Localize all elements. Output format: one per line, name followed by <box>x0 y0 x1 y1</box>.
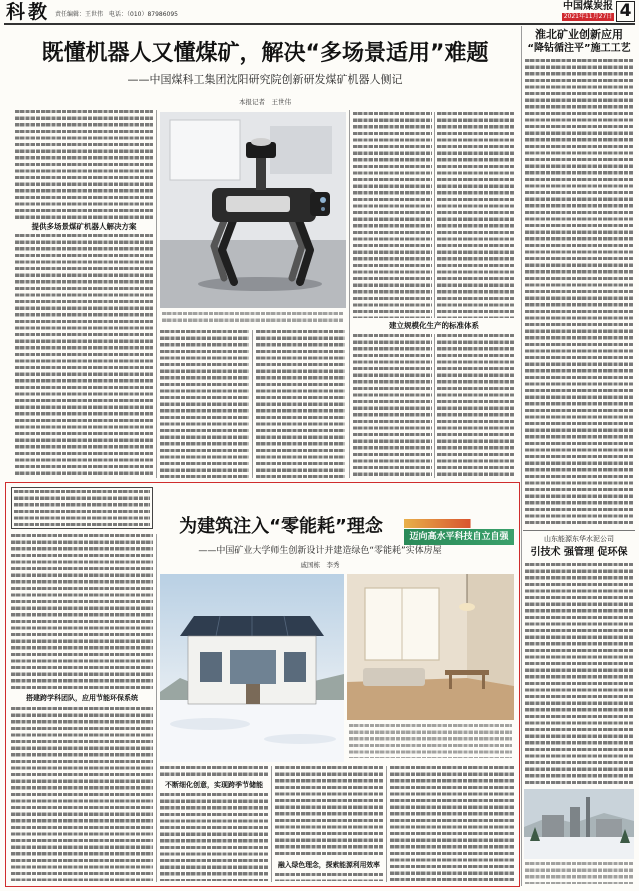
zero-energy-house-interior-photo <box>347 574 514 720</box>
robot-head <box>310 192 330 216</box>
side-headline-1-line-1: 淮北矿业创新应用 <box>535 28 623 41</box>
lead-body-column-3d <box>437 334 515 478</box>
feature-subhead-2: 不断细化创意，实现跨季节储能 <box>165 781 263 789</box>
side-article-2-body <box>525 563 633 786</box>
feature-body-column-2b <box>160 793 268 881</box>
feature-body-column-4 <box>390 766 514 881</box>
feature-photo-caption <box>349 724 512 758</box>
interior-table <box>445 670 489 675</box>
feature-body-column-3b <box>275 873 383 881</box>
snow-drift <box>170 718 250 730</box>
issue-date: 2021年11月27日 <box>563 13 613 20</box>
column-rule <box>349 110 350 478</box>
snow-drift <box>264 734 336 744</box>
robot-camera <box>320 197 326 203</box>
robot-dog-photo <box>160 112 346 308</box>
header-rule <box>4 23 635 25</box>
lead-subhead-2: 建立规模化生产的标准体系 <box>389 321 479 330</box>
lead-body-column-2b <box>256 330 345 478</box>
lab-floor <box>160 240 346 308</box>
house-door <box>246 684 260 704</box>
lead-body-column-3c <box>353 334 432 478</box>
column-rule <box>271 766 272 882</box>
plant-silo <box>570 807 580 839</box>
robot-side-panel <box>226 196 290 212</box>
robot-mast <box>256 156 266 190</box>
editor-line: 责任编辑：王世伟 电话：（010）87986095 <box>55 11 178 18</box>
side-headline-1-line-2: “降钻循注平”施工工艺 <box>527 43 631 54</box>
paper-name-logo: 中国煤炭报 <box>563 1 613 12</box>
feature-subtitle: ——中国矿业大学师生创新设计并建造绿色“零能耗”实体房屋 <box>198 546 442 556</box>
pendant-lamp <box>459 603 475 611</box>
feature-body-column-2a <box>160 766 268 779</box>
banner-title: 迈向高水平科技自立自强 <box>404 529 514 545</box>
lead-subtitle: ——中国煤科工集团沈阳研究院创新研发煤矿机器人侧记 <box>127 73 403 86</box>
side-article-1-body <box>525 59 633 526</box>
lab-window <box>170 120 240 180</box>
snow-ground <box>160 700 344 762</box>
snow-ground <box>524 837 634 859</box>
column-rule <box>156 534 157 882</box>
column-rule <box>434 112 435 318</box>
feature-headline: 为建筑注入“零能耗”理念 <box>179 516 383 537</box>
feature-body-column-1b <box>11 707 153 881</box>
house-window <box>284 652 306 682</box>
plant-building <box>542 815 564 839</box>
lead-body-column-3a <box>353 112 432 318</box>
lead-body-column-3b <box>437 112 515 318</box>
column-rule <box>386 766 387 882</box>
table-leg <box>449 675 452 689</box>
lab-wall-panel <box>270 126 332 174</box>
table-leg <box>482 675 485 689</box>
side-headline-2: 引技术 强管理 促环保 <box>530 547 628 558</box>
robot-lidar-top <box>251 138 271 146</box>
lead-headline: 既懂机器人又懂煤矿，解决“多场景适用”难题 <box>41 41 489 66</box>
plant-chimney <box>586 797 590 839</box>
lead-subhead-1: 提供多场景煤矿机器人解决方案 <box>31 222 137 231</box>
robot-sensor <box>321 207 325 211</box>
cement-plant-photo <box>524 789 634 859</box>
page-number: 4 <box>616 1 635 22</box>
column-rule <box>434 334 435 478</box>
feature-body-column-3a <box>275 766 383 858</box>
interior-side-wall <box>467 574 514 686</box>
column-rule <box>252 330 253 478</box>
section-title: 科教 <box>6 1 51 23</box>
side-article-separator <box>523 530 635 531</box>
banner-decor <box>404 519 514 528</box>
zero-energy-house-exterior-photo <box>160 574 344 762</box>
lead-body-column-1a <box>15 110 153 220</box>
feature-body-column-1a <box>11 534 153 690</box>
feature-subhead-3: 融入绿色理念，探索能源利用效率 <box>278 861 380 869</box>
interior-sofa <box>363 668 425 686</box>
plant-building <box>596 819 622 839</box>
cement-plant-photo-caption <box>525 862 633 884</box>
lead-body-column-1b <box>15 234 153 478</box>
feature-byline: 戚国栋 李秀 <box>300 561 340 569</box>
house-window <box>200 652 222 682</box>
robot-photo-caption <box>162 312 344 325</box>
feature-subhead-1: 搭建跨学科团队，应用节能环保系统 <box>26 694 138 702</box>
column-banner <box>404 519 514 546</box>
column-rule <box>521 26 522 886</box>
lead-body-column-2a <box>160 330 249 478</box>
side-article-2-kicker: 山东能源东华水泥公司 <box>544 535 614 543</box>
feature-lead-text <box>14 490 150 526</box>
column-rule <box>156 110 157 478</box>
lead-byline: 本报记者 王世伟 <box>239 98 291 106</box>
house-glass-wall <box>230 650 276 684</box>
